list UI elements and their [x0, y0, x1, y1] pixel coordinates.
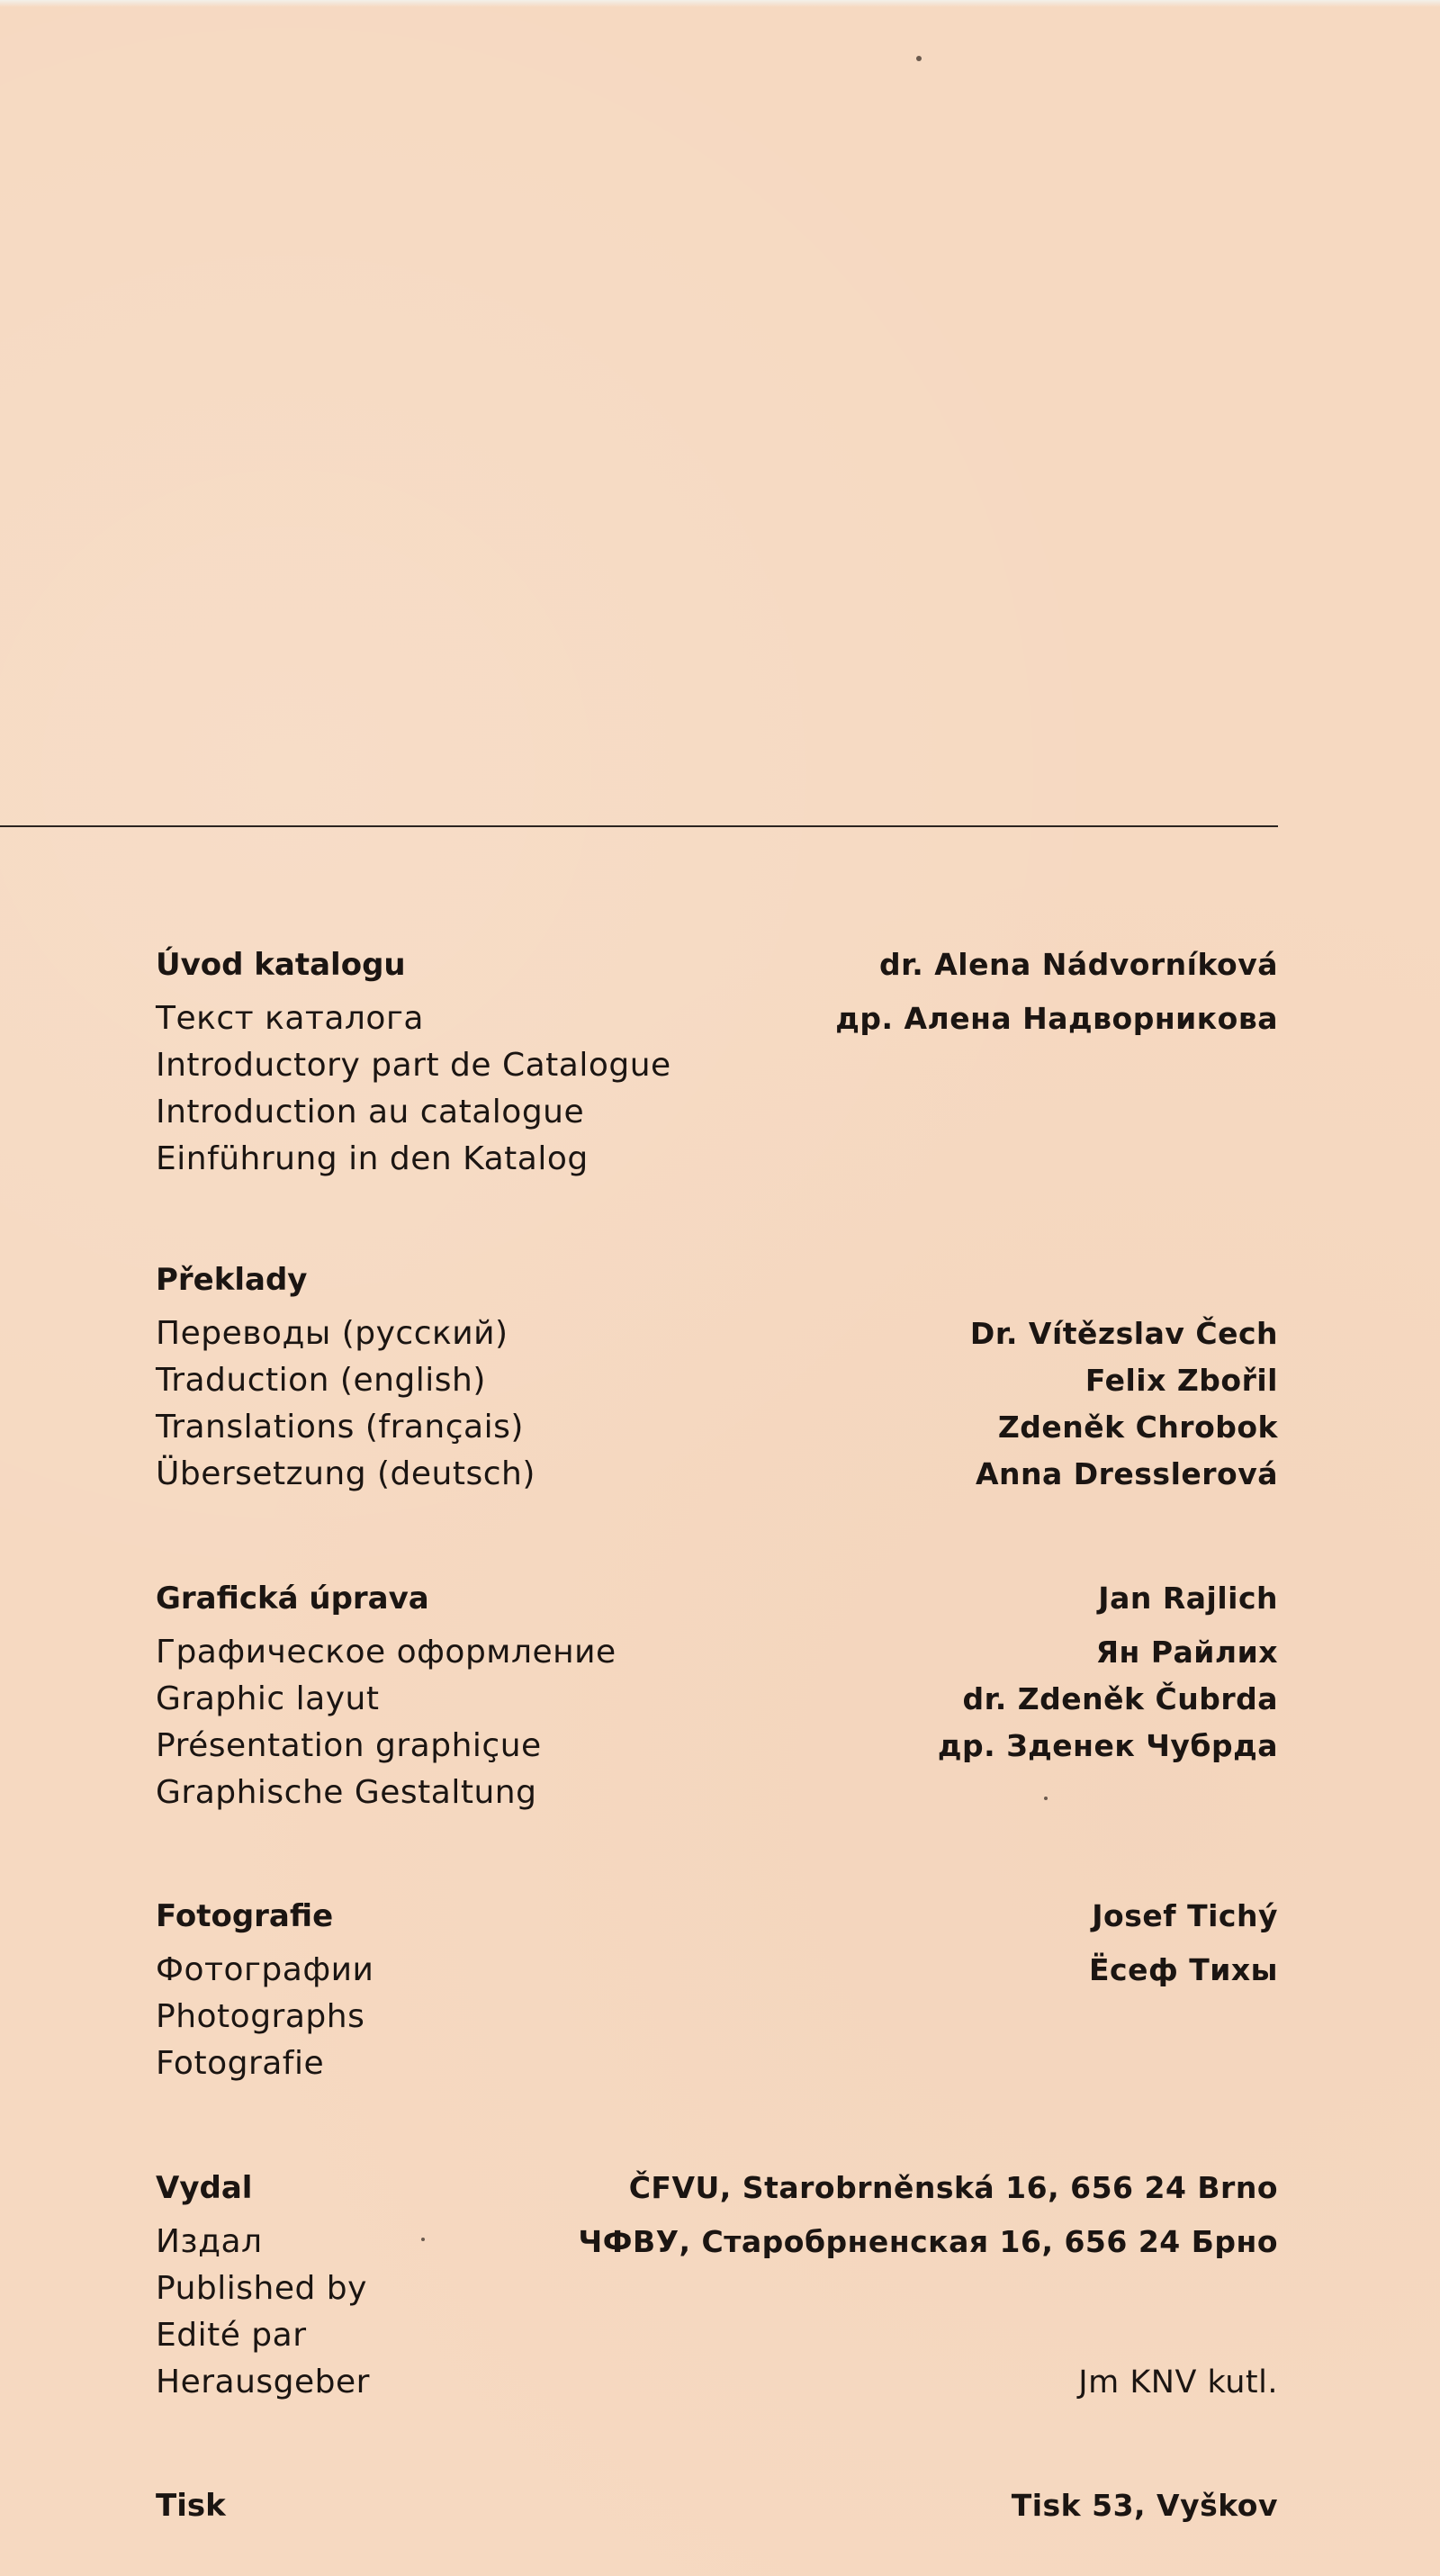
label-row: [156, 1089, 1278, 1136]
label-row: [156, 995, 1278, 1042]
label-row: [156, 1042, 1278, 1089]
printer-name: Tisk 53, Vyškov: [1011, 2488, 1278, 2523]
label-text: Текст каталога: [156, 1000, 424, 1037]
section-heading: Tisk: [156, 2488, 226, 2524]
section-introduction: [156, 941, 1278, 1183]
label-text: Фотографии: [156, 1951, 374, 1988]
section-heading-row: [156, 1256, 1278, 1303]
label-row: [156, 2265, 1278, 2312]
label-row: [156, 1136, 1278, 1183]
label-text: Traduction (english): [156, 1362, 486, 1399]
credit-name: dr. Alena Nádvorníková: [879, 947, 1278, 982]
section-heading-row: [156, 941, 1278, 988]
approval-note: Jm KNV kutl.: [1078, 2364, 1278, 2400]
label-text: Übersetzung (deutsch): [156, 1455, 536, 1492]
credit-name: др. Зденек Чубрда: [937, 1728, 1278, 1763]
label-text: Présentation graphiçue: [156, 1727, 542, 1764]
section-heading-row: [156, 2165, 1278, 2211]
credit-name: Ёсеф Тихы: [1089, 1952, 1278, 1987]
credit-name: Josef Tichý: [1092, 1898, 1278, 1933]
label-text: Графическое оформление: [156, 1634, 616, 1671]
paper-speck: [916, 56, 922, 61]
credit-name: dr. Zdeněk Čubrda: [962, 1681, 1278, 1716]
section-heading: Vydal: [156, 2170, 253, 2206]
label-row: [156, 2312, 1278, 2359]
label-text: Photographs: [156, 1998, 365, 2035]
page-top-edge: [0, 0, 1440, 7]
section-photography: [156, 1893, 1278, 2087]
label-row: [156, 1629, 1278, 1676]
credit-name: Ян Райлих: [1095, 1635, 1278, 1670]
label-row: [156, 2219, 1278, 2265]
section-heading: Překlady: [156, 1262, 308, 1298]
label-text: Graphische Gestaltung: [156, 1774, 537, 1811]
section-heading-row: [156, 1575, 1278, 1622]
section-heading-row: [156, 1893, 1278, 1940]
label-row: [156, 1723, 1278, 1770]
credit-name: др. Алена Надворникова: [835, 1001, 1278, 1036]
label-text: Herausgeber: [156, 2364, 370, 2400]
credit-name: Zdeněk Chrobok: [997, 1410, 1278, 1445]
section-translations: [156, 1256, 1278, 1498]
label-text: Einführung in den Katalog: [156, 1140, 589, 1177]
label-row: [156, 1311, 1278, 1357]
credit-name: Dr. Vítězslav Čech: [969, 1316, 1278, 1351]
label-text: Introduction au catalogue: [156, 1094, 585, 1130]
section-heading-row: [156, 2482, 1278, 2529]
label-row: [156, 1770, 1278, 1816]
credit-name: Felix Zbořil: [1084, 1363, 1278, 1398]
credit-name: Jan Rajlich: [1098, 1581, 1278, 1616]
label-row: [156, 2040, 1278, 2087]
label-text: Translations (français): [156, 1409, 524, 1446]
section-heading: Fotografie: [156, 1898, 334, 1934]
section-heading: Grafická úprava: [156, 1581, 429, 1617]
label-text: Издал: [156, 2223, 263, 2260]
label-text: Edité par: [156, 2317, 307, 2354]
label-text: Fotografie: [156, 2045, 325, 2082]
section-heading: Úvod katalogu: [156, 947, 406, 983]
label-row: [156, 1676, 1278, 1723]
label-row: [156, 1947, 1278, 1994]
credit-name: Anna Dresslerová: [975, 1456, 1278, 1491]
label-text: Introductory part de Catalogue: [156, 1047, 671, 1084]
publisher-address: ČFVU, Starobrněnská 16, 656 24 Brno: [628, 2170, 1278, 2205]
publisher-address: ЧФВУ, Старобрненская 16, 656 24 Брно: [578, 2224, 1278, 2259]
horizontal-divider: [0, 825, 1278, 827]
section-print: [156, 2482, 1278, 2536]
label-row: [156, 1994, 1278, 2040]
label-row: [156, 2359, 1278, 2406]
label-text: Переводы (русский): [156, 1315, 508, 1352]
label-text: Graphic layut: [156, 1680, 380, 1717]
label-row: [156, 1451, 1278, 1498]
section-publisher: [156, 2165, 1278, 2406]
section-graphic-design: [156, 1575, 1278, 1816]
label-text: Published by: [156, 2270, 367, 2307]
label-row: [156, 1357, 1278, 1404]
label-row: [156, 1404, 1278, 1451]
